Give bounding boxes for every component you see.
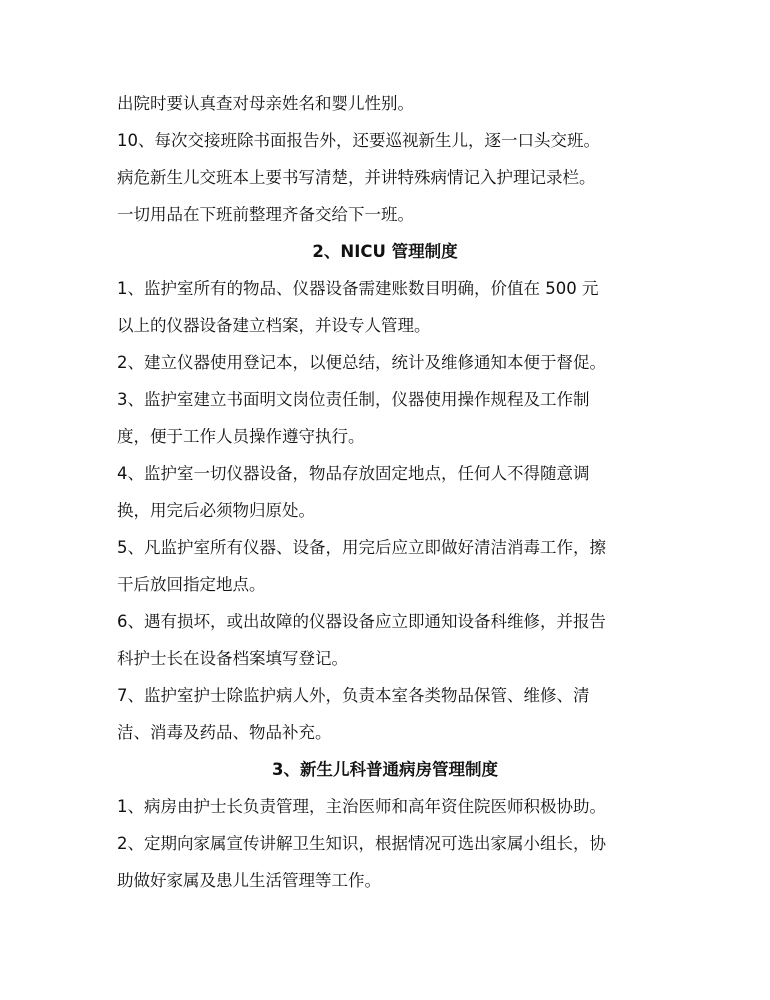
- text-line: 度，便于工作人员操作遵守执行。: [117, 427, 365, 446]
- section-heading: 3、新生儿科普通病房管理制度: [272, 760, 498, 779]
- text-line: 10、每次交接班除书面报告外，还要巡视新生儿，逐一口头交班。: [117, 131, 600, 150]
- text-line: 干后放回指定地点。: [117, 575, 266, 594]
- text-line: 一切用品在下班前整理齐备交给下一班。: [117, 205, 414, 224]
- text-line: 以上的仪器设备建立档案，并设专人管理。: [117, 316, 431, 335]
- text-line: 2、定期向家属宣传讲解卫生知识，根据情况可选出家属小组长，协: [117, 834, 606, 853]
- text-line: 1、病房由护士长负责管理，主治医师和高年资住院医师积极协助。: [117, 797, 606, 816]
- text-line: 换，用完后必须物归原处。: [117, 501, 315, 520]
- text-line: 1、监护室所有的物品、仪器设备需建账数目明确，价值在 500 元: [117, 279, 599, 298]
- text-line: 出院时要认真查对母亲姓名和婴儿性别。: [117, 94, 414, 113]
- text-line: 科护士长在设备档案填写登记。: [117, 649, 348, 668]
- text-line: 2、建立仪器使用登记本，以便总结，统计及维修通知本便于督促。: [117, 353, 606, 372]
- text-line: 助做好家属及患儿生活管理等工作。: [117, 871, 381, 890]
- text-line: 6、遇有损坏，或出故障的仪器设备应立即通知设备科维修，并报告: [117, 612, 606, 631]
- text-line: 7、监护室护士除监护病人外，负责本室各类物品保管、维修、清: [117, 686, 590, 705]
- section-heading: 2、NICU 管理制度: [312, 242, 458, 261]
- text-line: 3、监护室建立书面明文岗位责任制，仪器使用操作规程及工作制: [117, 390, 590, 409]
- text-line: 5、凡监护室所有仪器、设备，用完后应立即做好清洁消毒工作，擦: [117, 538, 606, 557]
- text-line: 洁、消毒及药品、物品补充。: [117, 723, 332, 742]
- text-line: 病危新生儿交班本上要书写清楚，并讲特殊病情记入护理记录栏。: [117, 168, 596, 187]
- text-line: 4、监护室一切仪器设备，物品存放固定地点，任何人不得随意调: [117, 464, 590, 483]
